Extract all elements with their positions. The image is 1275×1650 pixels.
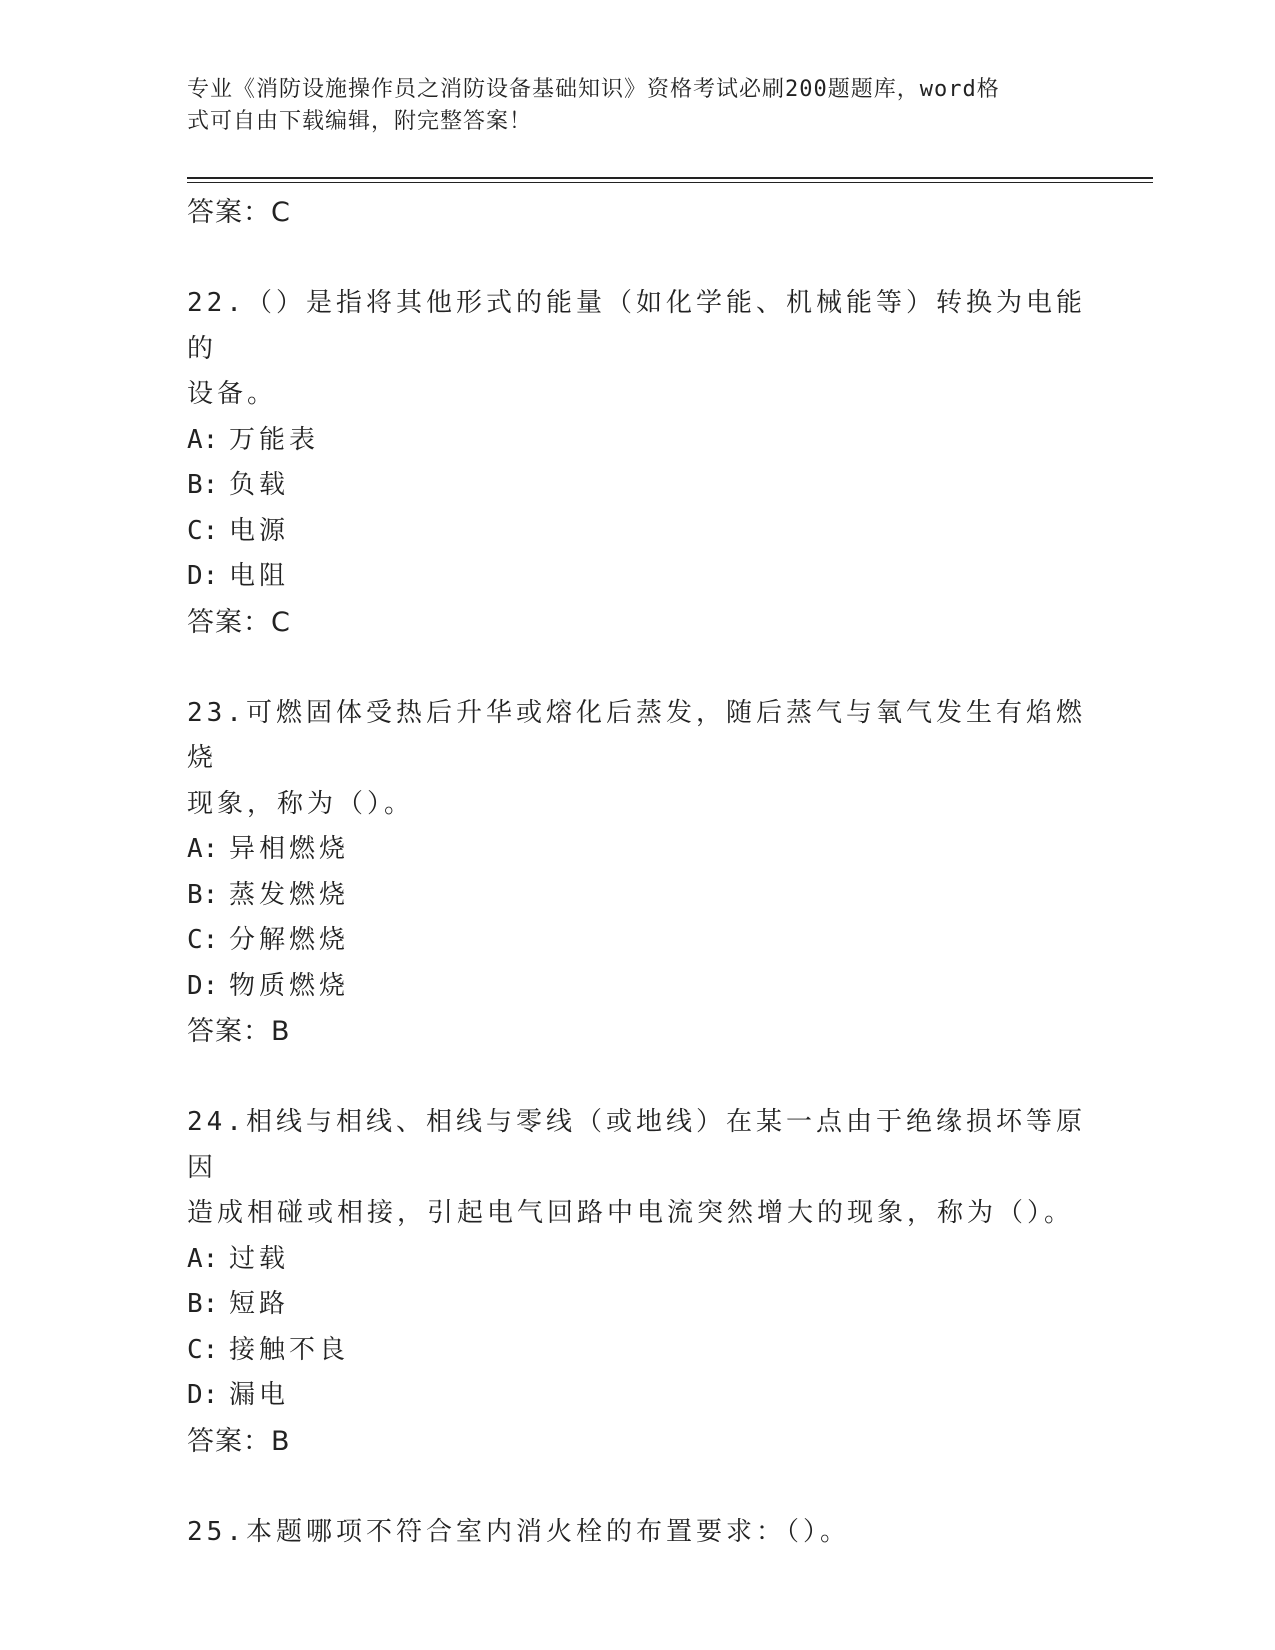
option-a (187, 1237, 1087, 1283)
spacer (187, 1465, 1087, 1510)
option-text: 万能表 (229, 424, 320, 455)
question-stem (187, 691, 1087, 828)
option-text: 异相燃烧 (229, 834, 350, 864)
option-text: 负载 (229, 470, 290, 500)
option-key: D: (187, 1380, 219, 1410)
question-stem-line-1: 24.相线与相线、相线与零线（或地线）在某一点由于绝缘损坏等原因 (187, 1107, 1086, 1183)
question-stem (187, 1100, 1087, 1237)
option-text: 漏电 (229, 1380, 290, 1410)
option-key: B: (187, 1289, 219, 1319)
option-d (187, 1373, 1087, 1419)
option-key: B: (187, 470, 219, 500)
option-text: 电阻 (229, 561, 290, 591)
option-b (187, 1282, 1087, 1328)
option-c (187, 1328, 1087, 1374)
header-divider-thin (187, 182, 1153, 183)
option-b (187, 873, 1087, 919)
option-key: C: (187, 925, 219, 955)
question-22 (187, 281, 1087, 646)
question-stem-line-1: 23.可燃固体受热后升华或熔化后蒸发，随后蒸气与氧气发生有焰燃烧 (187, 697, 1086, 773)
option-text: 短路 (229, 1289, 290, 1319)
option-key: B: (187, 879, 219, 910)
option-key: A: (187, 424, 219, 455)
question-stem-line-1: 22.（）是指将其他形式的能量（如化学能、机械能等）转换为电能的 (187, 288, 1086, 364)
option-text: 物质燃烧 (229, 970, 350, 1001)
answer-previous: 答案：C (187, 197, 291, 228)
question-25 (187, 1510, 1087, 1556)
option-text: 过载 (229, 1243, 290, 1274)
option-c (187, 509, 1087, 555)
option-text: 分解燃烧 (229, 925, 350, 955)
option-key: C: (187, 515, 219, 546)
question-stem-line-2: 造成相碰或相接，引起电气回路中电流突然增大的现象，称为（）。 (187, 1198, 1075, 1228)
question-23 (187, 691, 1087, 1056)
spacer (187, 236, 1087, 281)
option-key: A: (187, 834, 219, 864)
document-header (187, 74, 1067, 138)
header-divider-thick (187, 177, 1153, 179)
option-text: 蒸发燃烧 (229, 879, 350, 910)
question-list (187, 190, 1087, 1555)
option-key: D: (187, 561, 219, 591)
question-stem-line-1: 25.本题哪项不符合室内消火栓的布置要求：（）。 (187, 1516, 850, 1547)
option-a (187, 418, 1087, 464)
header-line-2: 式可自由下载编辑，附完整答案！ (187, 109, 533, 134)
question-stem-line-2: 现象，称为（）。 (187, 788, 415, 819)
option-text: 电源 (229, 515, 290, 546)
spacer (187, 1055, 1087, 1100)
answer: 答案：C (187, 606, 291, 638)
option-d (187, 964, 1087, 1010)
option-b (187, 463, 1087, 509)
question-24 (187, 1100, 1087, 1465)
answer: 答案：B (187, 1425, 291, 1457)
option-d (187, 554, 1087, 600)
spacer (187, 646, 1087, 691)
question-stem (187, 281, 1087, 418)
option-a (187, 827, 1087, 873)
option-key: A: (187, 1243, 219, 1274)
header-line-1: 专业《消防设施操作员之消防设备基础知识》资格考试必刷200题题库，word格 (187, 77, 1000, 102)
question-stem (187, 1510, 1087, 1556)
option-key: D: (187, 970, 219, 1001)
question-stem-line-2: 设备。 (187, 379, 278, 409)
option-c (187, 918, 1087, 964)
option-key: C: (187, 1334, 219, 1365)
answer: 答案：B (187, 1016, 291, 1047)
option-text: 接触不良 (229, 1334, 350, 1365)
